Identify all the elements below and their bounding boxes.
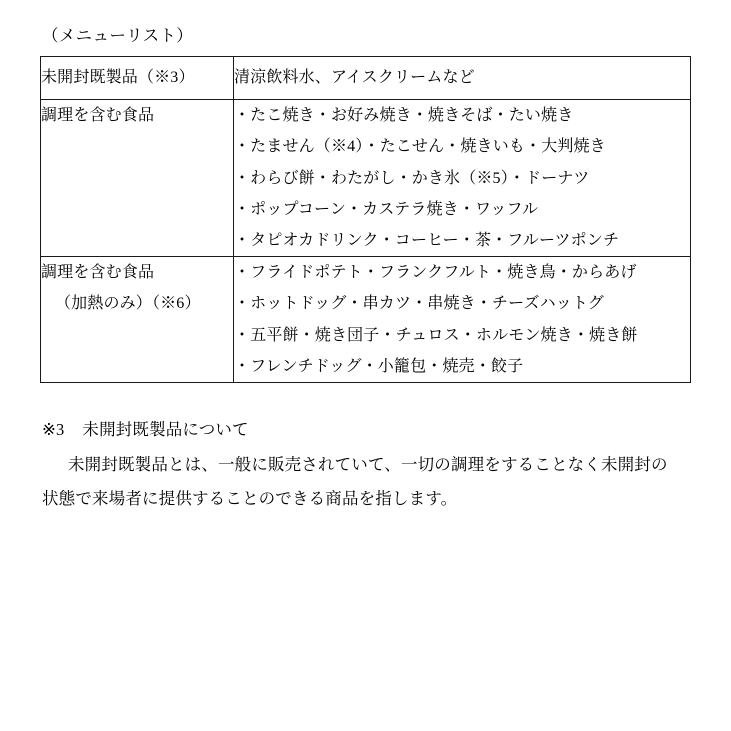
- table-row: [41, 257, 691, 383]
- menu-list-table: [40, 56, 691, 383]
- table-row: [41, 56, 691, 99]
- footnote-body-line: [42, 482, 691, 517]
- table-row-items: [234, 257, 691, 383]
- item-line: ・五平餅・焼き団子・チュロス・ホルモン焼き・焼き餅: [234, 326, 638, 344]
- footnote-heading: [42, 413, 691, 448]
- label-line: 調理を含む食品: [41, 264, 155, 282]
- table-row-items: [234, 100, 691, 257]
- label-line: 未開封既製品（※3）: [41, 68, 195, 86]
- footnote-body-text: 状態で来場者に提供することのできる商品を指します。: [42, 489, 458, 509]
- item-line: ・たません（※4）・たこせん・焼きいも・大判焼き: [234, 138, 606, 156]
- label-line: （加熱のみ）（※6）: [55, 295, 201, 313]
- footnote-block: [40, 413, 691, 517]
- footnote-marker: ※3: [42, 419, 65, 439]
- item-line: ・タピオカドリンク・コーヒー・茶・フルーツポンチ: [234, 231, 620, 249]
- table-row-items: [234, 56, 691, 99]
- table-row: [41, 100, 691, 257]
- label-line: 調理を含む食品: [41, 107, 155, 125]
- footnote-body-text: 未開封既製品とは、一般に販売されていて、一切の調理をすることなく未開封の: [68, 454, 668, 474]
- table-row-label: [41, 56, 234, 99]
- footnote-body-line: [42, 448, 691, 483]
- item-line: ・フライドポテト・フランクフルト・焼き鳥・からあげ: [234, 264, 637, 282]
- item-line: ・ホットドッグ・串カツ・串焼き・チーズハットグ: [234, 295, 604, 313]
- table-row-label: [41, 257, 234, 383]
- item-line: ・わらび餅・わたがし・かき氷（※5）・ドーナツ: [234, 169, 590, 187]
- item-line: ・ポップコーン・カステラ焼き・ワッフル: [234, 200, 539, 218]
- table-row-label: [41, 100, 234, 257]
- item-line: ・たこ焼き・お好み焼き・焼きそば・たい焼き: [234, 107, 574, 125]
- page-title: （メニューリスト）: [42, 26, 194, 45]
- item-line: 清涼飲料水、アイスクリームなど: [234, 68, 475, 86]
- table-body: [41, 56, 691, 382]
- footnote-heading-text: 未開封既製品について: [82, 419, 249, 439]
- item-line: ・フレンチドッグ・小籠包・焼売・餃子: [234, 357, 524, 375]
